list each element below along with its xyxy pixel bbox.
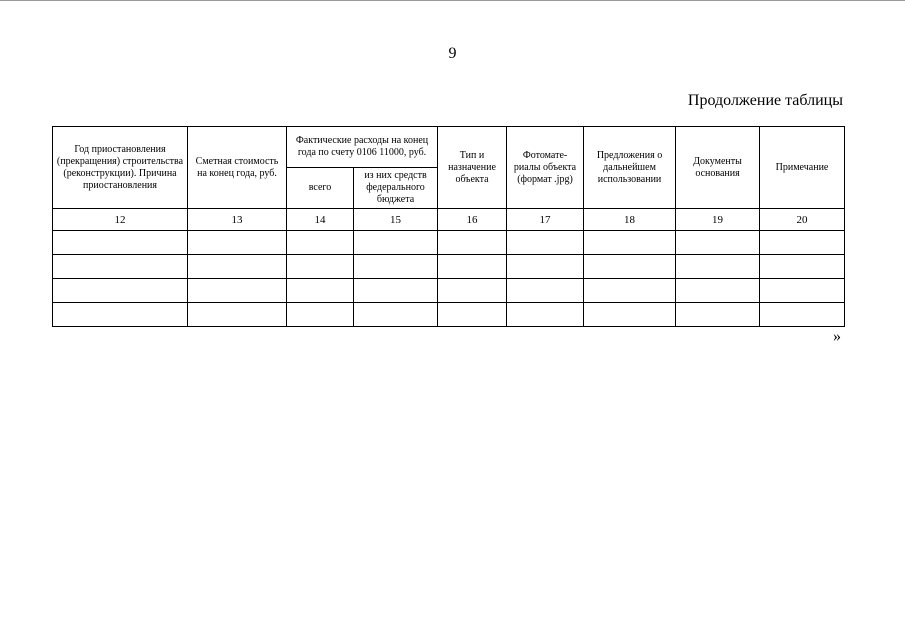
header-proposals: Предложения о дальнейшем использовании [584, 127, 676, 209]
column-number: 13 [188, 209, 287, 231]
table-cell [354, 279, 438, 303]
header-row-1 [53, 127, 845, 168]
table-cell [53, 231, 188, 255]
table-row [53, 255, 845, 279]
data-table [52, 126, 845, 327]
header-year: Год приостановления (прекращения) строительства (реконструкции). Причина приостановления [53, 127, 188, 209]
table-cell [188, 279, 287, 303]
table-cell [354, 231, 438, 255]
header-federal-budget: из них средств федерального бюджета [354, 168, 438, 209]
column-number: 17 [507, 209, 584, 231]
table-cell [287, 255, 354, 279]
table-cell [287, 231, 354, 255]
column-number: 15 [354, 209, 438, 231]
table-row [53, 231, 845, 255]
table-cell [676, 255, 760, 279]
column-number: 19 [676, 209, 760, 231]
table-cell [438, 279, 507, 303]
continuation-label: Продолжение таблицы [687, 92, 843, 109]
table-cell [760, 303, 845, 327]
table-cell [676, 303, 760, 327]
column-number: 20 [760, 209, 845, 231]
table-cell [507, 231, 584, 255]
table-cell [584, 255, 676, 279]
table-cell [53, 279, 188, 303]
table-cell [438, 231, 507, 255]
table-cell [438, 255, 507, 279]
header-photos: Фотомате-риалы объекта (формат .jpg) [507, 127, 584, 209]
table-cell [584, 303, 676, 327]
table-cell [507, 279, 584, 303]
column-number: 12 [53, 209, 188, 231]
table-cell [760, 231, 845, 255]
header-actual-expenses: Фактические расходы на конец года по счету 0106 11000, руб. [287, 127, 438, 168]
table-cell [507, 255, 584, 279]
table-cell [354, 255, 438, 279]
column-number: 16 [438, 209, 507, 231]
table-cell [438, 303, 507, 327]
table-cell [676, 231, 760, 255]
top-rule [0, 0, 905, 1]
header-estimated-cost: Сметная стоимость на конец года, руб. [188, 127, 287, 209]
table-cell [760, 279, 845, 303]
header-type-purpose: Тип и назначение объекта [438, 127, 507, 209]
column-number: 18 [584, 209, 676, 231]
column-number-row [53, 209, 845, 231]
table-cell [584, 279, 676, 303]
closing-quote: » [833, 328, 841, 345]
table-cell [760, 255, 845, 279]
page-number: 9 [448, 45, 457, 62]
table-cell [287, 279, 354, 303]
table-cell [188, 255, 287, 279]
table-cell [584, 231, 676, 255]
table-cell [53, 303, 188, 327]
table-cell [676, 279, 760, 303]
column-number: 14 [287, 209, 354, 231]
header-total: всего [287, 168, 354, 209]
header-documents: Документы основания [676, 127, 760, 209]
header-note: Примечание [760, 127, 845, 209]
table-cell [287, 303, 354, 327]
table-cell [188, 303, 287, 327]
table-row [53, 279, 845, 303]
table-cell [188, 231, 287, 255]
table-cell [507, 303, 584, 327]
table-cell [354, 303, 438, 327]
table-row [53, 303, 845, 327]
table-cell [53, 255, 188, 279]
